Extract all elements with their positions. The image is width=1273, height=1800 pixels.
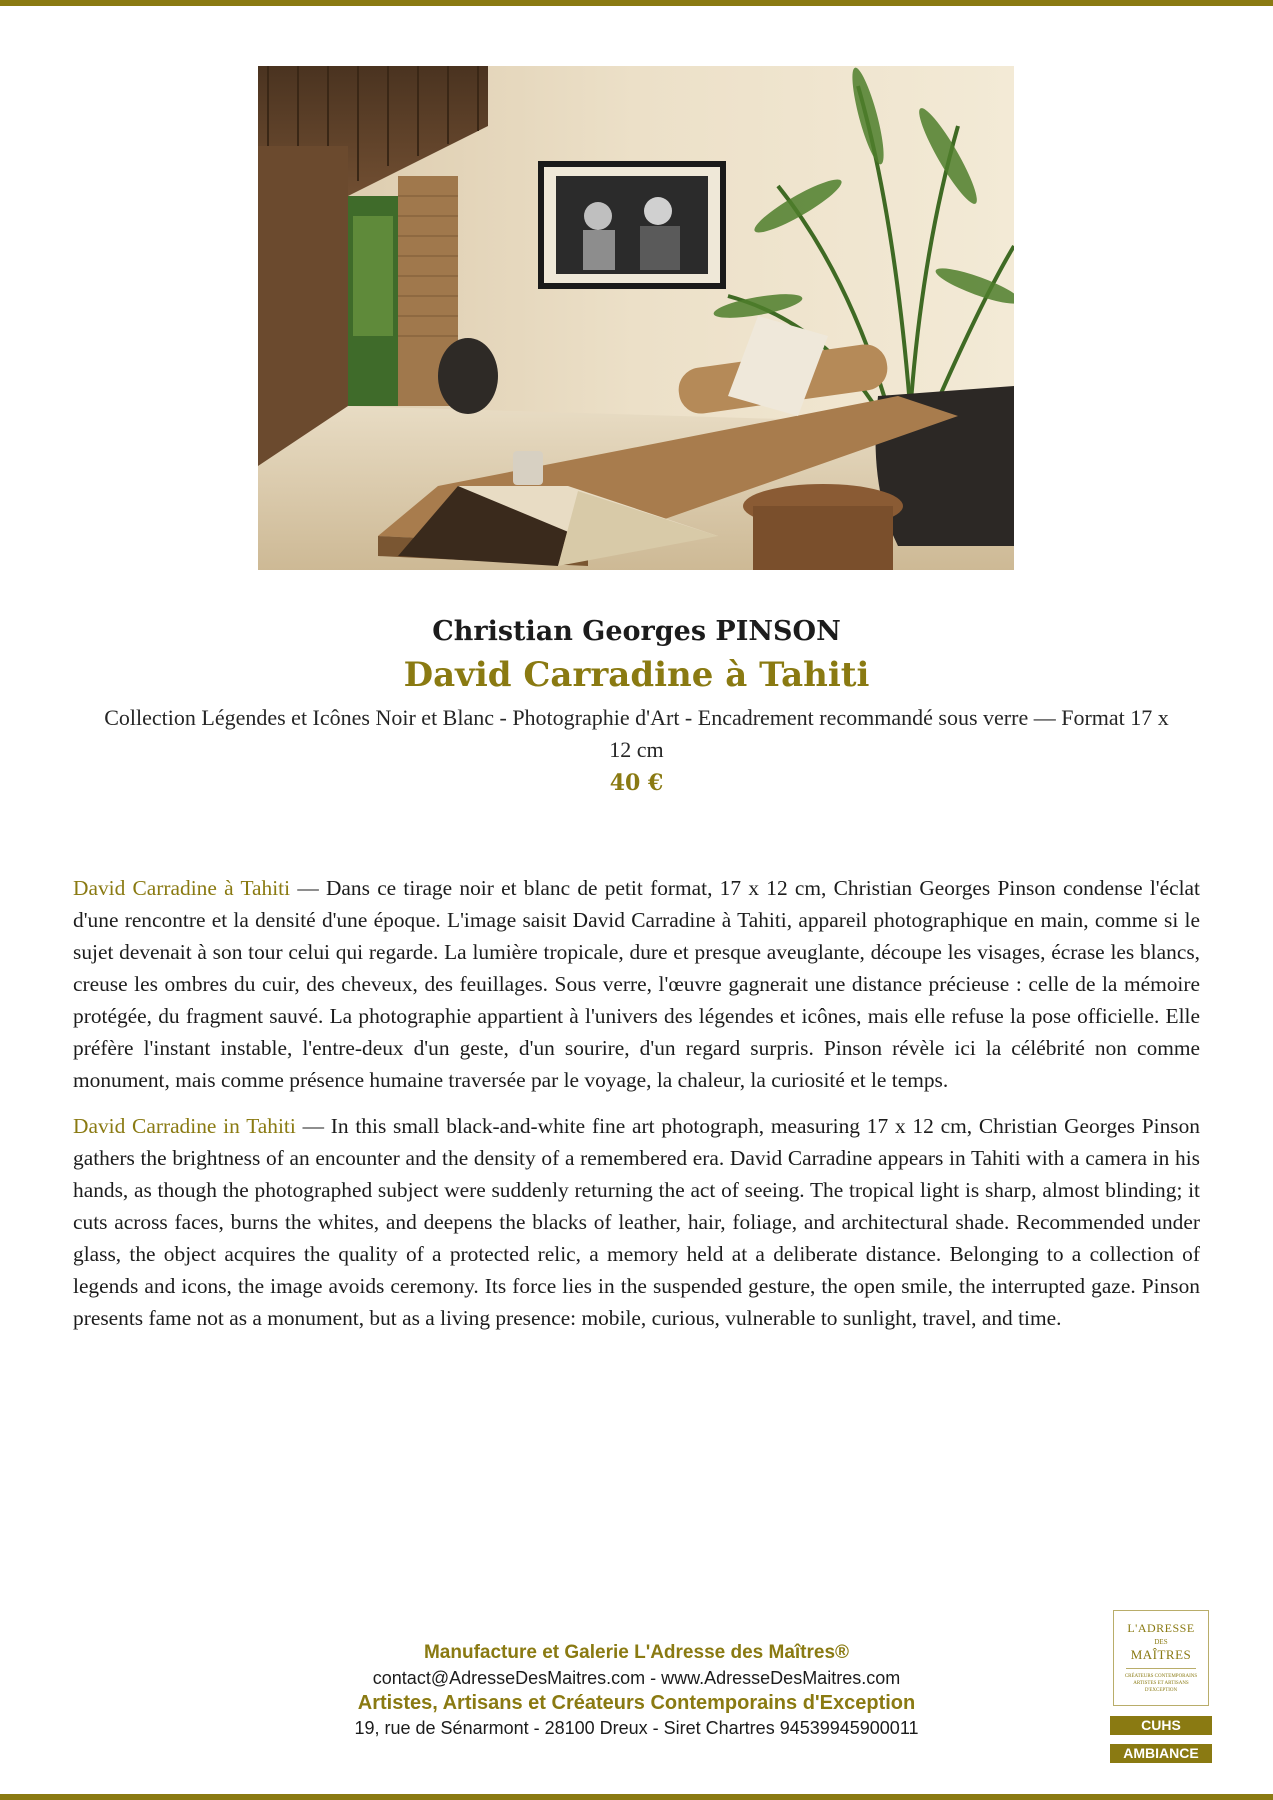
top-rule bbox=[0, 0, 1273, 6]
footer-tagline: Artistes, Artisans et Créateurs Contemporains d'Exception bbox=[357, 1692, 916, 1714]
footer-gallery-name: Manufacture et Galerie L'Adresse des Maîtres® bbox=[423, 1642, 850, 1663]
logo-line-2: DES bbox=[1154, 1638, 1168, 1646]
badge-ambiance: AMBIANCE bbox=[1110, 1744, 1212, 1763]
description-fr-lead: David Carradine à Tahiti bbox=[73, 876, 291, 900]
bottom-rule bbox=[0, 1794, 1273, 1800]
artist-name: Christian Georges PINSON bbox=[432, 616, 841, 647]
artwork-subtitle: Collection Légendes et Icônes Noir et Blanc - Photographie d'Art - Encadrement recommandé sous verre — Format 17 x 12 cm bbox=[104, 705, 1169, 762]
footer-address: 19, rue de Sénarmont - 28100 Dreux - Siret Chartres 94539945900011 bbox=[354, 1718, 919, 1738]
artwork-price: 40 € bbox=[609, 770, 664, 796]
logo-line-1: L'ADRESSE bbox=[1127, 1621, 1195, 1635]
description-fr bbox=[73, 872, 1200, 1096]
logo-separator bbox=[1126, 1668, 1196, 1669]
description-en-text: — In this small black-and-white fine art photograph, measuring 17 x 12 cm, Christian Georges Pinson gathers the brightness of an encounter and the density of a remembered era. David Carradine appears in Tahiti with a camera in his hands, as though the photographed subject were suddenly returning the act of seeing. The tropical light is sharp, almost blinding; it cuts across faces, burns the whites, and deepens the blacks of leather, hair, foliage, and architectural shade. Recommended under glass, the object acquires the quality of a protected relic, a memory held at a deliberate distance. Belonging to a collection of legends and icons, the image avoids ceremony. Its force lies in the suspended gesture, the open smile, the interrupted gaze. Pinson presents fame not as a monument, but as a living presence: mobile, curious, vulnerable to sunlight, travel, and time. bbox=[73, 1114, 1201, 1330]
footer bbox=[300, 1640, 973, 1740]
description bbox=[73, 872, 1200, 1348]
artwork-title: David Carradine à Tahiti bbox=[403, 655, 870, 695]
gallery-logo bbox=[1113, 1610, 1209, 1706]
product-header bbox=[60, 612, 1213, 800]
description-fr-text: — Dans ce tirage noir et blanc de petit format, 17 x 12 cm, Christian Georges Pinson condense l'éclat d'une rencontre et la densité d'une époque. L'image saisit David Carradine à Tahiti, appareil photographique en main, comme si le sujet devenait à son tour celui qui regarde. La lumière tropicale, dure et presque aveuglante, découpe les visages, écrase les blancs, creuse les ombres du cuir, des cheveux, des feuillages. Sous verre, l'œuvre gagnerait une distance précieuse : celle de la mémoire protégée, du fragment sauvé. La photographie appartient à l'univers des légendes et icônes, mais elle refuse la pose officielle. Elle préfère l'instant instable, l'entre-deux d'un geste, d'un sourire, d'un regard surpris. Pinson révèle ici la célébrité non comme monument, mais comme présence humaine traversée par le voyage, la chaleur, la curiosité et le temps. bbox=[73, 876, 1200, 1092]
description-en-lead: David Carradine in Tahiti bbox=[73, 1114, 296, 1138]
logo-line-4: CRÉATEURS CONTEMPORAINS ARTISTES ET ARTISANS D'EXCEPTION bbox=[1124, 1674, 1198, 1693]
footer-contact[interactable]: contact@AdresseDesMaitres.com - www.AdresseDesMaitres.com bbox=[372, 1668, 901, 1688]
description-en bbox=[73, 1110, 1200, 1334]
product-photo bbox=[258, 66, 1014, 570]
badge-cuhs: CUHS bbox=[1110, 1716, 1212, 1735]
logo-line-3: MAÎTRES bbox=[1130, 1647, 1192, 1662]
